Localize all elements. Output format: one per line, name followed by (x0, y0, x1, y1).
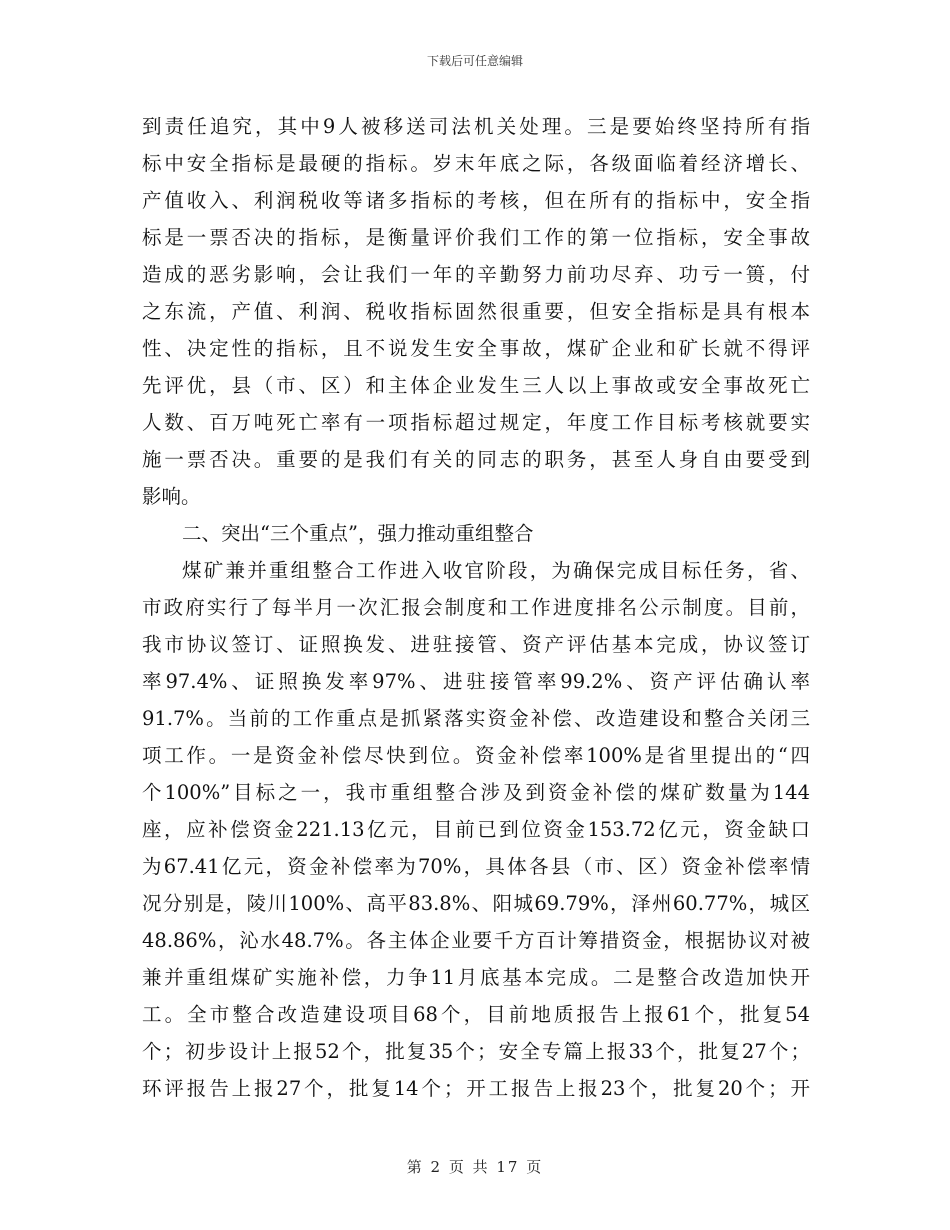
body-text-line: 为67.41亿元，资金补偿率为70%，具体各县（市、区）资金补偿率情 (142, 855, 810, 878)
body-text-line: 先评优，县（市、区）和主体企业发生三人以上事故或安全事故死亡 (142, 374, 810, 397)
body-text-line: 标中安全指标是最硬的指标。岁末年底之际，各级面临着经济增长、 (142, 152, 810, 175)
body-text-line: 到责任追究，其中9人被移送司法机关处理。三是要始终坚持所有指 (142, 115, 810, 138)
body-text-line: 我市协议签订、证照换发、进驻接管、资产评估基本完成，协议签订 (142, 633, 810, 656)
body-text-line: 环评报告上报27个，批复14个；开工报告上报23个，批复20个；开 (142, 1077, 810, 1100)
body-text-line: 48.86%，沁水48.7%。各主体企业要千方百计筹措资金，根据协议对被 (142, 929, 810, 952)
body-text-line: 率97.4%、证照换发率97%、进驻接管率99.2%、资产评估确认率 (142, 670, 810, 693)
body-text-line: 况分别是，陵川100%、高平83.8%、阳城69.79%，泽州60.77%，城区 (142, 892, 810, 915)
body-text-line: 施一票否决。重要的是我们有关的同志的职务，甚至人身自由要受到 (142, 448, 810, 471)
body-text-line: 性、决定性的指标，且不说发生安全事故，煤矿企业和矿长就不得评 (142, 337, 810, 360)
body-text-line: 之东流，产值、利润、税收指标固然很重要，但安全指标是具有根本 (142, 300, 810, 323)
page-number-footer: 第 2 页 共 17 页 (406, 1158, 544, 1176)
body-text-line: 市政府实行了每半月一次汇报会制度和工作进度排名公示制度。目前， (142, 596, 810, 619)
body-text-line: 影响。 (142, 485, 201, 508)
body-text-line: 91.7%。当前的工作重点是抓紧落实资金补偿、改造建设和整合关闭三 (142, 707, 810, 730)
section-heading: 二、突出“三个重点”，强力推动重组整合 (182, 522, 534, 545)
page-header: 下载后可任意编辑 (426, 54, 523, 68)
body-text-line: 兼并重组煤矿实施补偿，力争11月底基本完成。二是整合改造加快开 (142, 966, 810, 989)
body-text-line: 造成的恶劣影响，会让我们一年的辛勤努力前功尽弃、功亏一篑，付 (142, 263, 810, 286)
body-text-line: 煤矿兼并重组整合工作进入收官阶段，为确保完成目标任务，省、 (182, 559, 810, 582)
body-text-line: 座，应补偿资金221.13亿元，目前已到位资金153.72亿元，资金缺口 (142, 818, 810, 841)
body-text-line: 人数、百万吨死亡率有一项指标超过规定，年度工作目标考核就要实 (142, 411, 810, 434)
body-text-line: 个100%”目标之一，我市重组整合涉及到资金补偿的煤矿数量为144 (142, 781, 810, 804)
body-text-line: 个；初步设计上报52个，批复35个；安全专篇上报33个，批复27个； (142, 1040, 810, 1063)
body-text-line: 标是一票否决的指标，是衡量评价我们工作的第一位指标，安全事故 (142, 226, 810, 249)
body-text-line: 项工作。一是资金补偿尽快到位。资金补偿率100%是省里提出的“四 (142, 744, 810, 767)
body-text-line: 产值收入、利润税收等诸多指标的考核，但在所有的指标中，安全指 (142, 189, 810, 212)
body-text-line: 工。全市整合改造建设项目68个，目前地质报告上报61个，批复54 (142, 1003, 810, 1026)
document-body (142, 108, 810, 1107)
